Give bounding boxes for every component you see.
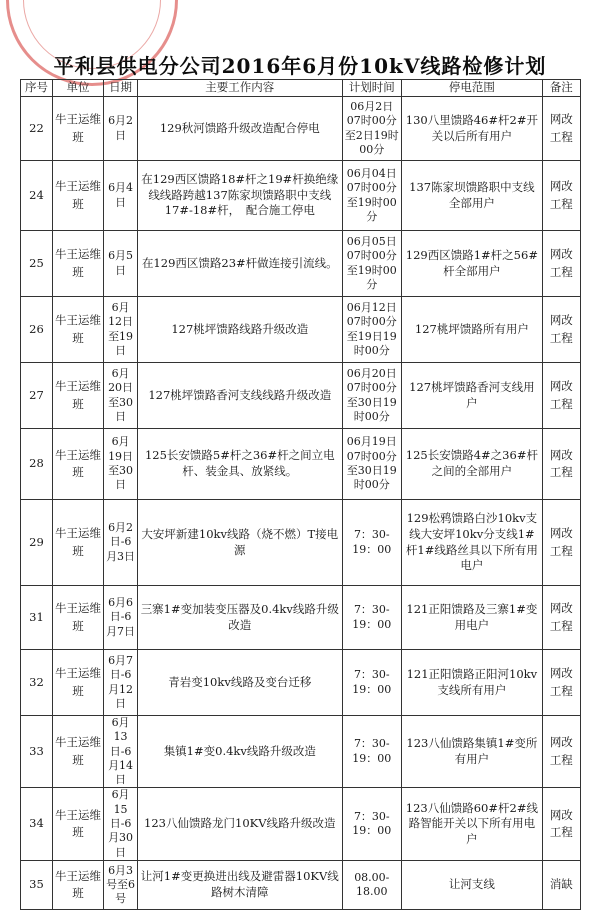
- row-note: 网改工程: [542, 650, 580, 716]
- row-note: 网改工程: [542, 161, 580, 231]
- row-date: 6月20日至30日: [104, 363, 138, 429]
- row-unit: 牛王运维班: [52, 363, 103, 429]
- row-unit: 牛王运维班: [52, 429, 103, 500]
- row-area: 让河支线: [402, 860, 543, 909]
- row-work: 127桃坪馈路线路升级改造: [138, 297, 342, 363]
- row-no: 27: [21, 363, 53, 429]
- row-time: 06月19日07时00分至30日19时00分: [342, 429, 402, 500]
- header-time: 计划时间: [342, 80, 402, 97]
- row-note: 网改工程: [542, 429, 580, 500]
- row-no: 22: [21, 97, 53, 161]
- table-header-row: [21, 80, 581, 97]
- row-unit: 牛王运维班: [52, 500, 103, 586]
- row-date: 6月15日-6月30日: [104, 788, 138, 860]
- row-no: 25: [21, 231, 53, 297]
- row-area: 121正阳馈路正阳河10kv支线所有用户: [402, 650, 543, 716]
- row-time: 7：30-19：00: [342, 500, 402, 586]
- row-time: 06月2日07时00分至2日19时00分: [342, 97, 402, 161]
- row-date: 6月2日: [104, 97, 138, 161]
- table-row: [21, 429, 581, 500]
- row-work: 125长安馈路5#杆之36#杆之间立电杆、装金具、放紧线。: [138, 429, 342, 500]
- row-area: 121正阳馈路及三寨1#变用电户: [402, 586, 543, 650]
- row-time: 7：30-19：00: [342, 788, 402, 860]
- row-note: 网改工程: [542, 788, 580, 860]
- row-unit: 牛王运维班: [52, 586, 103, 650]
- row-no: 24: [21, 161, 53, 231]
- row-unit: 牛王运维班: [52, 716, 103, 788]
- row-no: 28: [21, 429, 53, 500]
- row-unit: 牛王运维班: [52, 97, 103, 161]
- row-time: 7：30-19：00: [342, 650, 402, 716]
- table-row: [21, 716, 581, 788]
- row-no: 35: [21, 860, 53, 909]
- row-area: 137陈家坝馈路职中支线全部用户: [402, 161, 543, 231]
- row-work: 大安坪新建10kv线路（烧不燃）T接电源: [138, 500, 342, 586]
- row-area: 123八仙馈路集镇1#变所有用户: [402, 716, 543, 788]
- row-work: 集镇1#变0.4kv线路升级改造: [138, 716, 342, 788]
- row-note: 网改工程: [542, 363, 580, 429]
- header-no: 序号: [21, 80, 53, 97]
- row-area: 123八仙馈路60#杆2#线路智能开关以下所有用电户: [402, 788, 543, 860]
- row-no: 31: [21, 586, 53, 650]
- row-date: 6月7日-6月12日: [104, 650, 138, 716]
- row-area: 127桃坪馈路香河支线用户: [402, 363, 543, 429]
- table-row: [21, 586, 581, 650]
- row-work: 129秋河馈路升级改造配合停电: [138, 97, 342, 161]
- table-row: [21, 161, 581, 231]
- row-unit: 牛王运维班: [52, 650, 103, 716]
- row-time: 08.00-18.00: [342, 860, 402, 909]
- row-no: 29: [21, 500, 53, 586]
- row-date: 6月4日: [104, 161, 138, 231]
- row-date: 6月3号至6号: [104, 860, 138, 909]
- table-row: [21, 363, 581, 429]
- row-work: 在129西区馈路23#杆做连接引流线。: [138, 231, 342, 297]
- row-work: 123八仙馈路龙门10KV线路升级改造: [138, 788, 342, 860]
- row-note: 网改工程: [542, 716, 580, 788]
- table-row: [21, 500, 581, 586]
- row-area: 125长安馈路4#之36#杆之间的全部用户: [402, 429, 543, 500]
- table-row: [21, 231, 581, 297]
- row-note: 网改工程: [542, 231, 580, 297]
- row-work: 127桃坪馈路香河支线线路升级改造: [138, 363, 342, 429]
- row-no: 33: [21, 716, 53, 788]
- row-date: 6月12日至19日: [104, 297, 138, 363]
- row-date: 6月6日-6月7日: [104, 586, 138, 650]
- row-area: 129松鸦馈路白沙10kv支线大安坪10kv分支线1#杆1#线路丝具以下所有用电户: [402, 500, 543, 586]
- row-no: 26: [21, 297, 53, 363]
- row-unit: 牛王运维班: [52, 231, 103, 297]
- row-note: 网改工程: [542, 586, 580, 650]
- table-row: [21, 97, 581, 161]
- row-time: 06月12日07时00分至19日19时00分: [342, 297, 402, 363]
- table-row: [21, 650, 581, 716]
- maintenance-plan-table: [20, 79, 581, 910]
- row-date: 6月2日-6月3日: [104, 500, 138, 586]
- row-time: 06月05日07时00分至19时00分: [342, 231, 402, 297]
- row-work: 让河1#变更换进出线及避雷器10KV线路树木清障: [138, 860, 342, 909]
- row-note: 消缺: [542, 860, 580, 909]
- row-unit: 牛王运维班: [52, 788, 103, 860]
- row-area: 129西区馈路1#杆之56#杆全部用户: [402, 231, 543, 297]
- header-unit: 单位: [52, 80, 103, 97]
- header-date: 日期: [104, 80, 138, 97]
- row-time: 7：30-19：00: [342, 586, 402, 650]
- row-note: 网改工程: [542, 500, 580, 586]
- page-title: 平利县供电分公司2016年6月份10kV线路检修计划: [53, 54, 547, 78]
- row-work: 三寨1#变加装变压器及0.4kv线路升级改造: [138, 586, 342, 650]
- row-unit: 牛王运维班: [52, 297, 103, 363]
- row-unit: 牛王运维班: [52, 860, 103, 909]
- row-date: 6月5日: [104, 231, 138, 297]
- row-date: 6月19日至30日: [104, 429, 138, 500]
- row-no: 32: [21, 650, 53, 716]
- row-no: 34: [21, 788, 53, 860]
- header-note: 备注: [542, 80, 580, 97]
- row-work: 青岩变10kv线路及变台迁移: [138, 650, 342, 716]
- header-area: 停电范围: [402, 80, 543, 97]
- row-area: 127桃坪馈路所有用户: [402, 297, 543, 363]
- row-work: 在129西区馈路18#杆之19#杆换绝缘线线路跨越137陈家坝馈路职中支线17#-18#杆， 配合施工停电: [138, 161, 342, 231]
- header-work: 主要工作内容: [138, 80, 342, 97]
- row-unit: 牛王运维班: [52, 161, 103, 231]
- row-note: 网改工程: [542, 97, 580, 161]
- row-time: 06月04日07时00分至19时00分: [342, 161, 402, 231]
- row-time: 06月20日07时00分至30日19时00分: [342, 363, 402, 429]
- table-row: [21, 788, 581, 860]
- table-row: [21, 860, 581, 909]
- row-time: 7：30-19：00: [342, 716, 402, 788]
- table-row: [21, 297, 581, 363]
- row-note: 网改工程: [542, 297, 580, 363]
- row-area: 130八里馈路46#杆2#开关以后所有用户: [402, 97, 543, 161]
- row-date: 6月13日-6月14日: [104, 716, 138, 788]
